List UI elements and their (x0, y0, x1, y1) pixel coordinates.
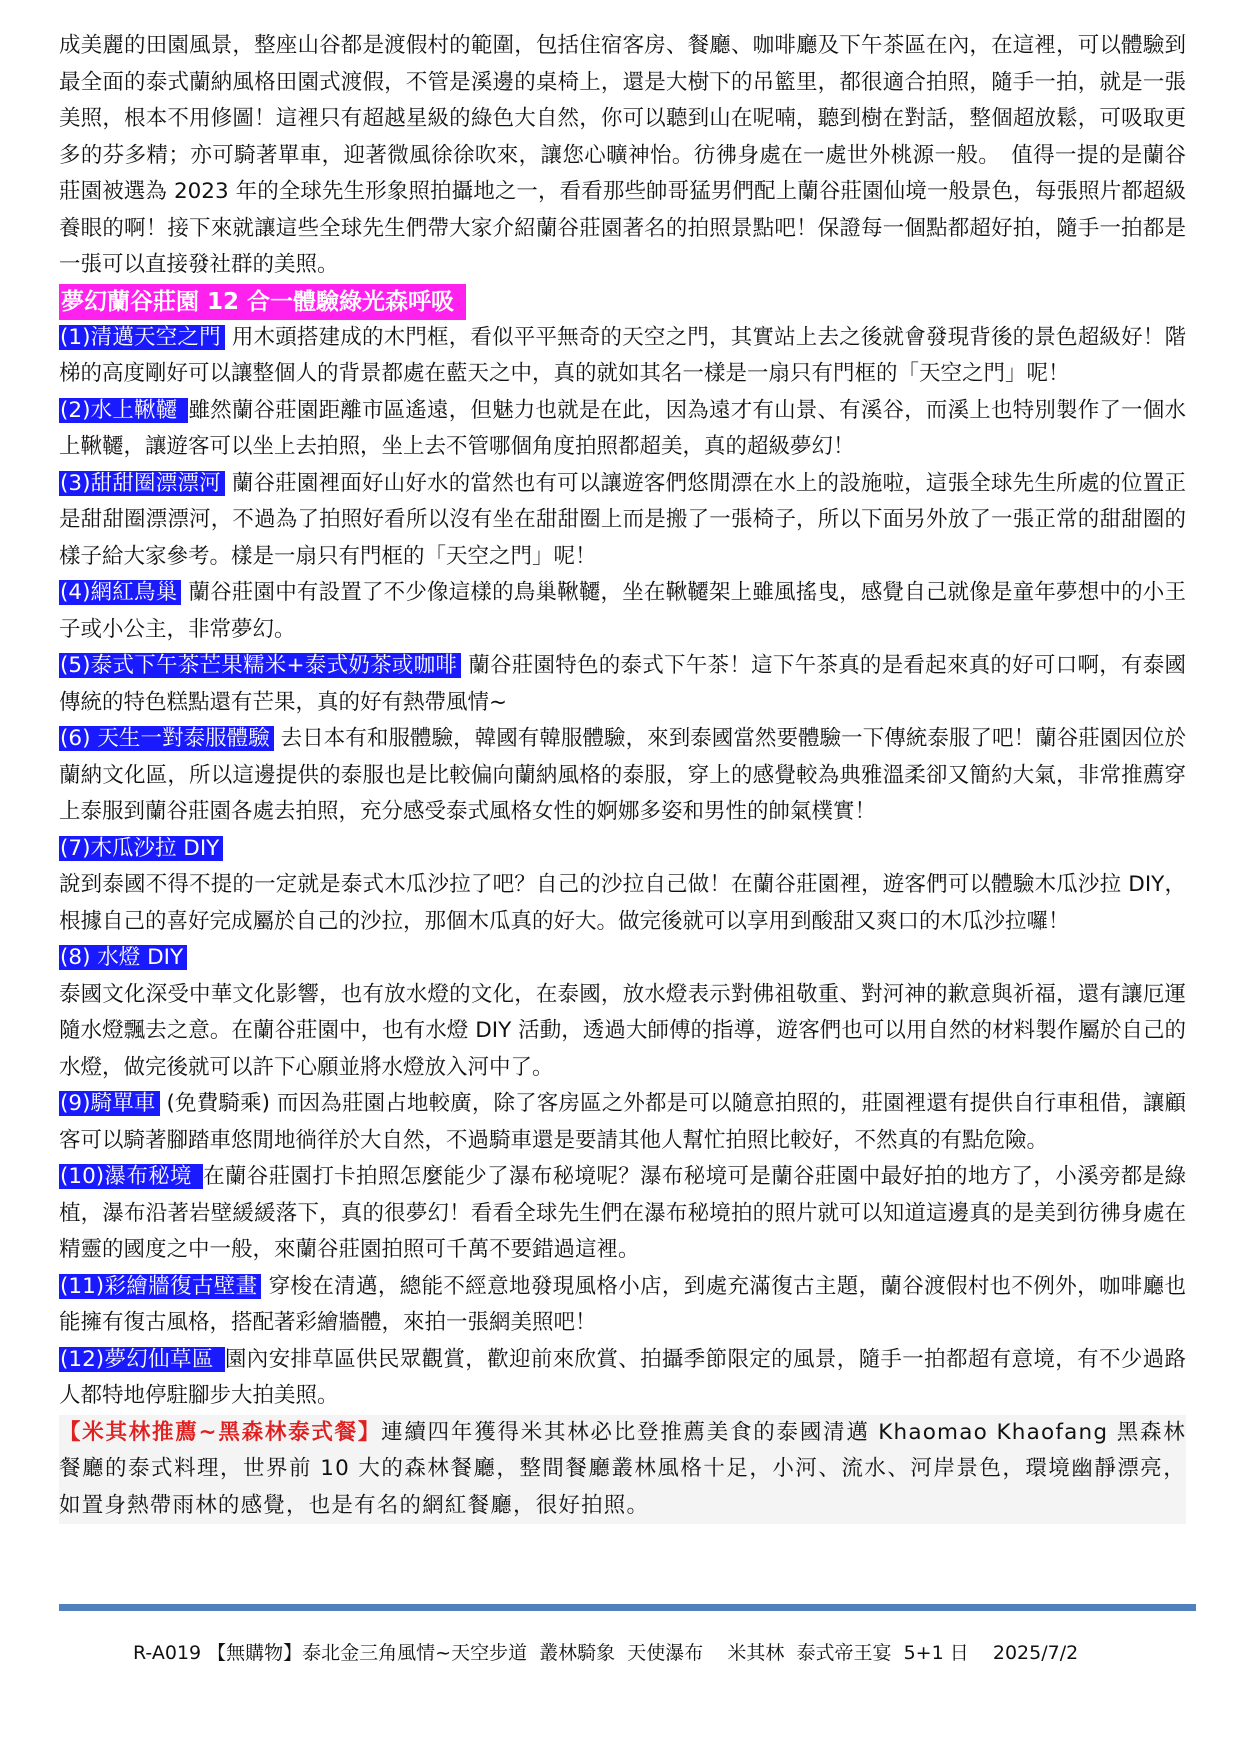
attraction-item (59, 1269, 1186, 1342)
attraction-text: 在蘭谷莊園打卡拍照怎麼能少了瀑布秘境呢？瀑布秘境可是蘭谷莊園中最好拍的地方了，小溪旁都是綠植，瀑布沿著岩壁緩緩落下，真的很夢幻！看看全球先生們在瀑布秘境拍的照片就可以知道這邊真的是美到彷彿身處在精靈的國度之中一般，來蘭谷莊園拍照可千萬不要錯過這裡。 (59, 1164, 1186, 1262)
attraction-item (59, 831, 1186, 941)
attraction-label: (3)甜甜圈漂漂河 (59, 471, 225, 496)
attraction-label: (6) 天生一對泰服體驗 (59, 726, 274, 751)
attraction-item (59, 940, 1186, 1086)
attraction-item (59, 1342, 1186, 1415)
section-title: 夢幻蘭谷莊園 12 合一體驗綠光森呼吸 (59, 284, 466, 320)
attraction-text: (免費騎乘) 而因為莊園占地較廣，除了客房區之外都是可以隨意拍照的，莊園裡還有提供自行車租借，讓顧客可以騎著腳踏車悠閒地徜徉於大自然，不過騎車還是要請其他人幫忙拍照比較好，不然真的有點危險。 (59, 1091, 1186, 1153)
attraction-label: (12)夢幻仙草區 (59, 1347, 225, 1372)
attraction-label: (5)泰式下午茶芒果糯米+泰式奶茶或咖啡 (59, 653, 461, 678)
attraction-list (59, 320, 1186, 1415)
attraction-text: 園內安排草區供民眾觀賞，歡迎前來欣賞、拍攝季節限定的風景，隨手一拍都超有意境，有不少過路人都特地停駐腳步大拍美照。 (59, 1346, 1186, 1408)
attraction-label: (1)清邁天空之門 (59, 325, 225, 350)
attraction-label: (7)木瓜沙拉 DIY (59, 836, 223, 861)
attraction-label: (8) 水燈 DIY (59, 945, 187, 970)
attraction-item (59, 721, 1186, 831)
attraction-text: 泰國文化深受中華文化影響，也有放水燈的文化，在泰國，放水燈表示對佛祖敬重、對河神的歉意與祈福，還有讓厄運隨水燈飄去之意。在蘭谷莊園中，也有水燈 DIY 活動，透過大師傅的指導，遊客們也可以用自然的材料製作屬於自己的水燈，做完後就可以許下心願並將水燈放入河中了。 (59, 981, 1186, 1080)
section-heading (59, 284, 1186, 320)
footer-text: R-A019 【無購物】泰北金三角風情~天空步道 叢林騎象 天使瀑布 米其林 泰式帝王宴 5+1 日 2025/7/2 (133, 1642, 1079, 1664)
attraction-item (59, 1086, 1186, 1159)
intro-paragraph: 成美麗的田園風景，整座山谷都是渡假村的範圍，包括住宿客房、餐廳、咖啡廳及下午茶區在內，在這裡，可以體驗到最全面的泰式蘭納風格田園式渡假，不管是溪邊的桌椅上，還是大樹下的吊籃里，都很適合拍照，隨手一拍，就是一張美照，根本不用修圖！這裡只有超越星級的綠色大自然，你可以聽到山在呢喃，聽到樹在對話，整個超放鬆，可吸取更多的芬多精；亦可騎著單車，迎著微風徐徐吹來，讓您心曠神怡。彷彿身處在一處世外桃源一般。 值得一提的是蘭谷莊園被選為 2023 年的全球先生形象照拍攝地之一，看看那些帥哥猛男們配上蘭谷莊園仙境一般景色，每張照片都超級養眼的啊！接下來就讓這些全球先生們帶大家介紹蘭谷莊園著名的拍照景點吧！保證每一個點都超好拍，隨手一拍都是一張可以直接發社群的美照。 (59, 33, 1186, 277)
attraction-label: (4)網紅鳥巢 (59, 580, 181, 605)
attraction-text: 雖然蘭谷莊園距離市區遙遠，但魅力也就是在此，因為遠才有山景、有溪谷，而溪上也特別製作了一個水上鞦韆，讓遊客可以坐上去拍照，坐上去不管哪個角度拍照都超美，真的超級夢幻！ (59, 397, 1186, 459)
attraction-item (59, 466, 1186, 576)
attraction-text: 用木頭搭建成的木門框，看似平平無奇的天空之門，其實站上去之後就會發現背後的景色超級好！階梯的高度剛好可以讓整個人的背景都處在藍天之中，真的就如其名一樣是一扇只有門框的「天空之門」呢！ (59, 324, 1186, 386)
attraction-label: (9)騎單車 (59, 1091, 160, 1116)
attraction-text: 蘭谷莊園特色的泰式下午茶！這下午茶真的是看起來真的好可口啊，有泰國傳統的特色糕點還有芒果，真的好有熱帶風情~ (59, 653, 1186, 715)
attraction-item (59, 1159, 1186, 1269)
footer-divider (59, 1604, 1196, 1611)
attraction-label: (10)瀑布秘境 (59, 1164, 203, 1189)
attraction-label: (2)水上鞦韆 (59, 398, 188, 423)
michelin-label: 【米其林推薦~黑森林泰式餐】 (59, 1419, 382, 1445)
document-body (59, 28, 1186, 1524)
attraction-item (59, 393, 1186, 466)
attraction-item (59, 320, 1186, 393)
michelin-text: 連續四年獲得米其林必比登推薦美食的泰國清邁 Khaomao Khaofang 黑森林餐廳的泰式料理，世界前 10 大的森林餐廳，整間餐廳叢林風格十足，小河、流水、河岸景色，環境幽靜漂亮，如置身熱帶雨林的感覺，也是有名的網紅餐廳，很好拍照。 (59, 1419, 1186, 1518)
attraction-text: 說到泰國不得不提的一定就是泰式木瓜沙拉了吧？自己的沙拉自己做！在蘭谷莊園裡，遊客們可以體驗木瓜沙拉 DIY，根據自己的喜好完成屬於自己的沙拉，那個木瓜真的好大。做完後就可以享用到酸甜又爽口的木瓜沙拉囉！ (59, 872, 1186, 934)
attraction-item (59, 648, 1186, 721)
attraction-text: 蘭谷莊園中有設置了不少像這樣的鳥巢鞦韆，坐在鞦韆架上雖風搖曳，感覺自己就像是童年夢想中的小王子或小公主，非常夢幻。 (59, 580, 1186, 642)
attraction-item (59, 575, 1186, 648)
attraction-text: 去日本有和服體驗，韓國有韓服體驗，來到泰國當然要體驗一下傳統泰服了吧！蘭谷莊園因位於蘭納文化區，所以這邊提供的泰服也是比較偏向蘭納風格的泰服，穿上的感覺較為典雅溫柔卻又簡約大氣，非常推薦穿上泰服到蘭谷莊園各處去拍照，充分感受泰式風格女性的婀娜多姿和男性的帥氣樸實！ (59, 726, 1186, 824)
attraction-text: 穿梭在清邁，總能不經意地發現風格小店，到處充滿復古主題，蘭谷渡假村也不例外，咖啡廳也能擁有復古風格，搭配著彩繪牆體，來拍一張網美照吧！ (59, 1273, 1186, 1335)
michelin-paragraph (59, 1415, 1186, 1525)
attraction-text: 蘭谷莊園裡面好山好水的當然也有可以讓遊客們悠閒漂在水上的設施啦，這張全球先生所處的位置正是甜甜圈漂漂河，不過為了拍照好看所以沒有坐在甜甜圈上而是搬了一張椅子，所以下面另外放了一張正常的甜甜圈的樣子給大家參考。樣是一扇只有門框的「天空之門」呢！ (59, 470, 1186, 569)
attraction-label: (11)彩繪牆復古壁畫 (59, 1274, 261, 1299)
